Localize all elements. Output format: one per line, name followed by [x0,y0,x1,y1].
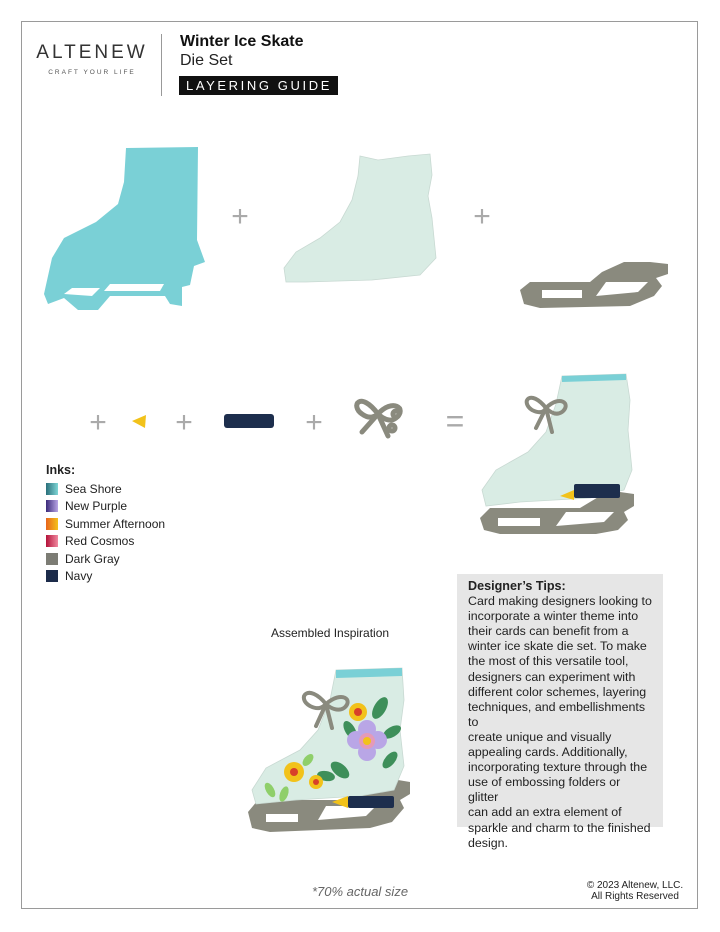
ink-swatch [46,483,58,495]
equals-operator: = [445,403,465,439]
yellow-heel-piece [132,415,146,428]
ink-swatch [46,518,58,530]
copyright-line: All Rights Reserved [591,891,679,902]
ink-item [46,480,165,498]
ink-item [46,498,165,516]
yellow-flower [349,703,367,721]
brand-wordmark: ALTENEW [36,42,148,63]
tips-line: create unique and visually [468,729,612,744]
ink-label: Summer Afternoon [65,516,166,531]
layering-guide-badge: LAYERING GUIDE [179,76,338,95]
decorated-skate-inspiration [248,668,410,832]
designer-tips-title: Designer’s Tips: [468,579,566,593]
tips-line: sparkle and charm to the finished [468,820,651,835]
tips-line: incorporating texture through the [468,760,648,775]
ink-label: Navy [65,569,93,584]
tips-line: appealing cards. Additionally, [468,745,628,760]
ink-label: New Purple [65,499,128,514]
copyright-line: © 2023 Altenew, LLC. [586,880,684,891]
copyright [560,880,710,902]
plus-operator: + [305,406,323,439]
tips-line: winter ice skate die set. To make [468,639,647,654]
navy-sole-piece [224,414,274,428]
tips-line: the most of this versatile tool, [468,654,629,669]
plus-operator: + [473,200,491,233]
ink-swatch [46,553,58,565]
ink-label: Red Cosmos [65,534,135,549]
tips-line: incorporate a winter theme into [468,609,639,624]
ink-label: Sea Shore [65,481,122,496]
ink-swatch [46,500,58,512]
designer-tips-body [468,594,653,851]
yellow-flower [284,762,304,782]
tips-line: design. [468,835,508,850]
ink-label: Dark Gray [65,551,120,566]
tips-line: Card making designers looking to [468,594,652,609]
ink-item [46,533,165,551]
inks-title: Inks: [46,463,76,477]
tips-line: use of embossing folders or glitter [468,775,621,805]
ink-item [46,568,165,586]
ink-swatch [46,535,58,547]
inks-legend [46,463,165,585]
ink-item [46,550,165,568]
tips-line: their cards can benefit from a [468,624,629,639]
plus-operator: + [231,200,249,233]
ink-swatch [46,570,58,582]
product-title: Winter Ice Skate [180,33,304,50]
tips-line: can add an extra element of [468,805,622,820]
product-subtitle: Die Set [180,52,233,69]
plus-operator: + [175,406,193,439]
assembled-inspiration-label: Assembled Inspiration [271,626,390,640]
lace-bow-piece [357,401,400,436]
tips-line: different color schemes, layering [468,684,647,699]
tips-line: designers can experiment with [468,669,636,684]
tips-line: techniques, and embellishments to [468,699,646,729]
skate-base-layer [44,147,205,310]
plus-operator: + [89,406,107,439]
designer-tips-box [457,574,663,850]
ink-list [46,480,165,585]
assembled-skate-result [480,374,634,534]
ink-item [46,515,165,533]
skate-boot-layer [284,154,436,282]
yellow-flower [309,775,323,789]
scale-note: *70% actual size [311,884,409,899]
brand-tagline: CRAFT YOUR LIFE [48,69,136,76]
skate-blade-layer [520,262,668,308]
